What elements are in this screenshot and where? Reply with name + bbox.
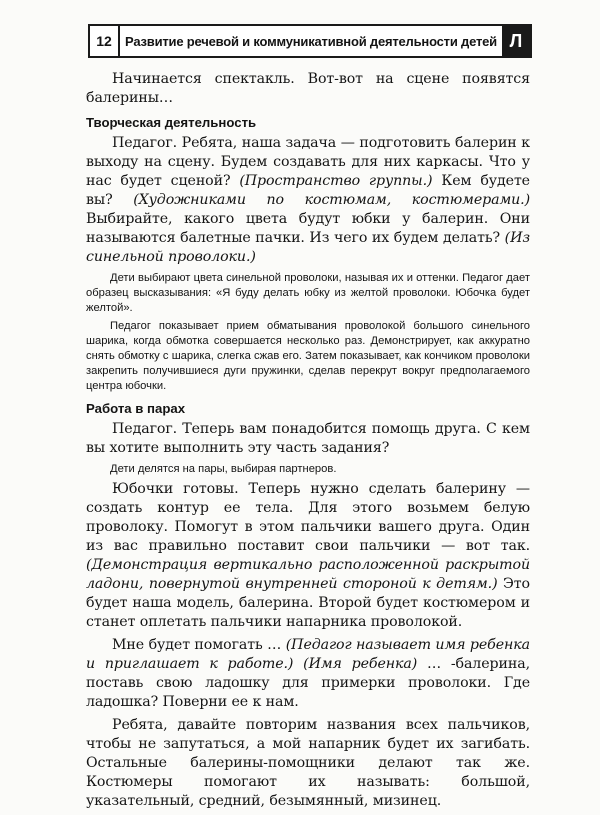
page-body: [86, 70, 530, 815]
pairs-paragraph: Педагог. Теперь вам понадобится помощь друга. С кем вы хотите выполнить эту часть задания?: [86, 421, 530, 456]
page-number: 12: [90, 26, 120, 56]
skirts-paragraph: Юбочки готовы. Теперь нужно сделать балерину — создать контур ее тела. Для этого возьмем белую проволоку. Помогут в этом пальчики вашего друга. Один из вас правильно поставит свои пальчики — вот так. (Демонстрация вертикально расположенной раскрытой ладони, повернутой внутренней стороной к детям.) Это будет наша модель, балерина. Второй будет костюмером и станет оплетать пальчики напарника проволокой.: [86, 481, 530, 630]
note-technique: Педагог показывает прием обматывания проволокой большого синельного шарика, когда обмотка совершается несколько раз. Демонстрирует, как аккуратно снять обмотку с шарика, слегка сжав его. Затем показывает, как кончиком проволоки закрепить получившиеся дуги пружинки, сделав перекрут вокруг предполагаемого центра юбочки.: [86, 320, 530, 392]
section-marker: Л: [502, 26, 530, 56]
page-header: [88, 24, 532, 58]
helper-paragraph: Мне будет помогать … (Педагог называет имя ребенка и приглашает к работе.) (Имя ребенка) … -балерина, поставь свою ладошку для примерки проволоки. Где ладошка? Поверни ее к нам.: [86, 637, 530, 710]
section-heading-creative: Творческая деятельность: [86, 115, 257, 130]
note-pairs: Дети делятся на пары, выбирая партнеров.: [110, 463, 337, 475]
fingers-paragraph: Ребята, давайте повторим названия всех пальчиков, чтобы не запутаться, а мой напарник будет их загибать. Остальные балерины-помощники делают так же. Костюмеры помогают их называть: большой, указательный, средний, безымянный, мизинец.: [86, 717, 530, 809]
section-heading-pairs: Работа в парах: [86, 401, 186, 416]
note-colors: Дети выбирают цвета синельной проволоки, называя их и оттенки. Педагог дает образец высказывания: «Я буду делать юбку из желтой проволоки. Юбочка будет желтой».: [86, 272, 530, 314]
creative-paragraph: Педагог. Ребята, наша задача — подготовить балерин к выходу на сцену. Будем создавать для них каркасы. Что у нас будет сценой? (Пространство группы.) Кем будете вы? (Художниками по костюмам, костюмерами.) Выбирайте, какого цвета будут юбки у балерин. Они называются балетные пачки. Из чего их будем делать? (Из синельной проволоки.): [86, 135, 531, 265]
intro-paragraph: Начинается спектакль. Вот-вот на сцене появятся балерины…: [86, 71, 530, 106]
running-title: Развитие речевой и коммуникативной деятельности детей: [125, 33, 497, 49]
